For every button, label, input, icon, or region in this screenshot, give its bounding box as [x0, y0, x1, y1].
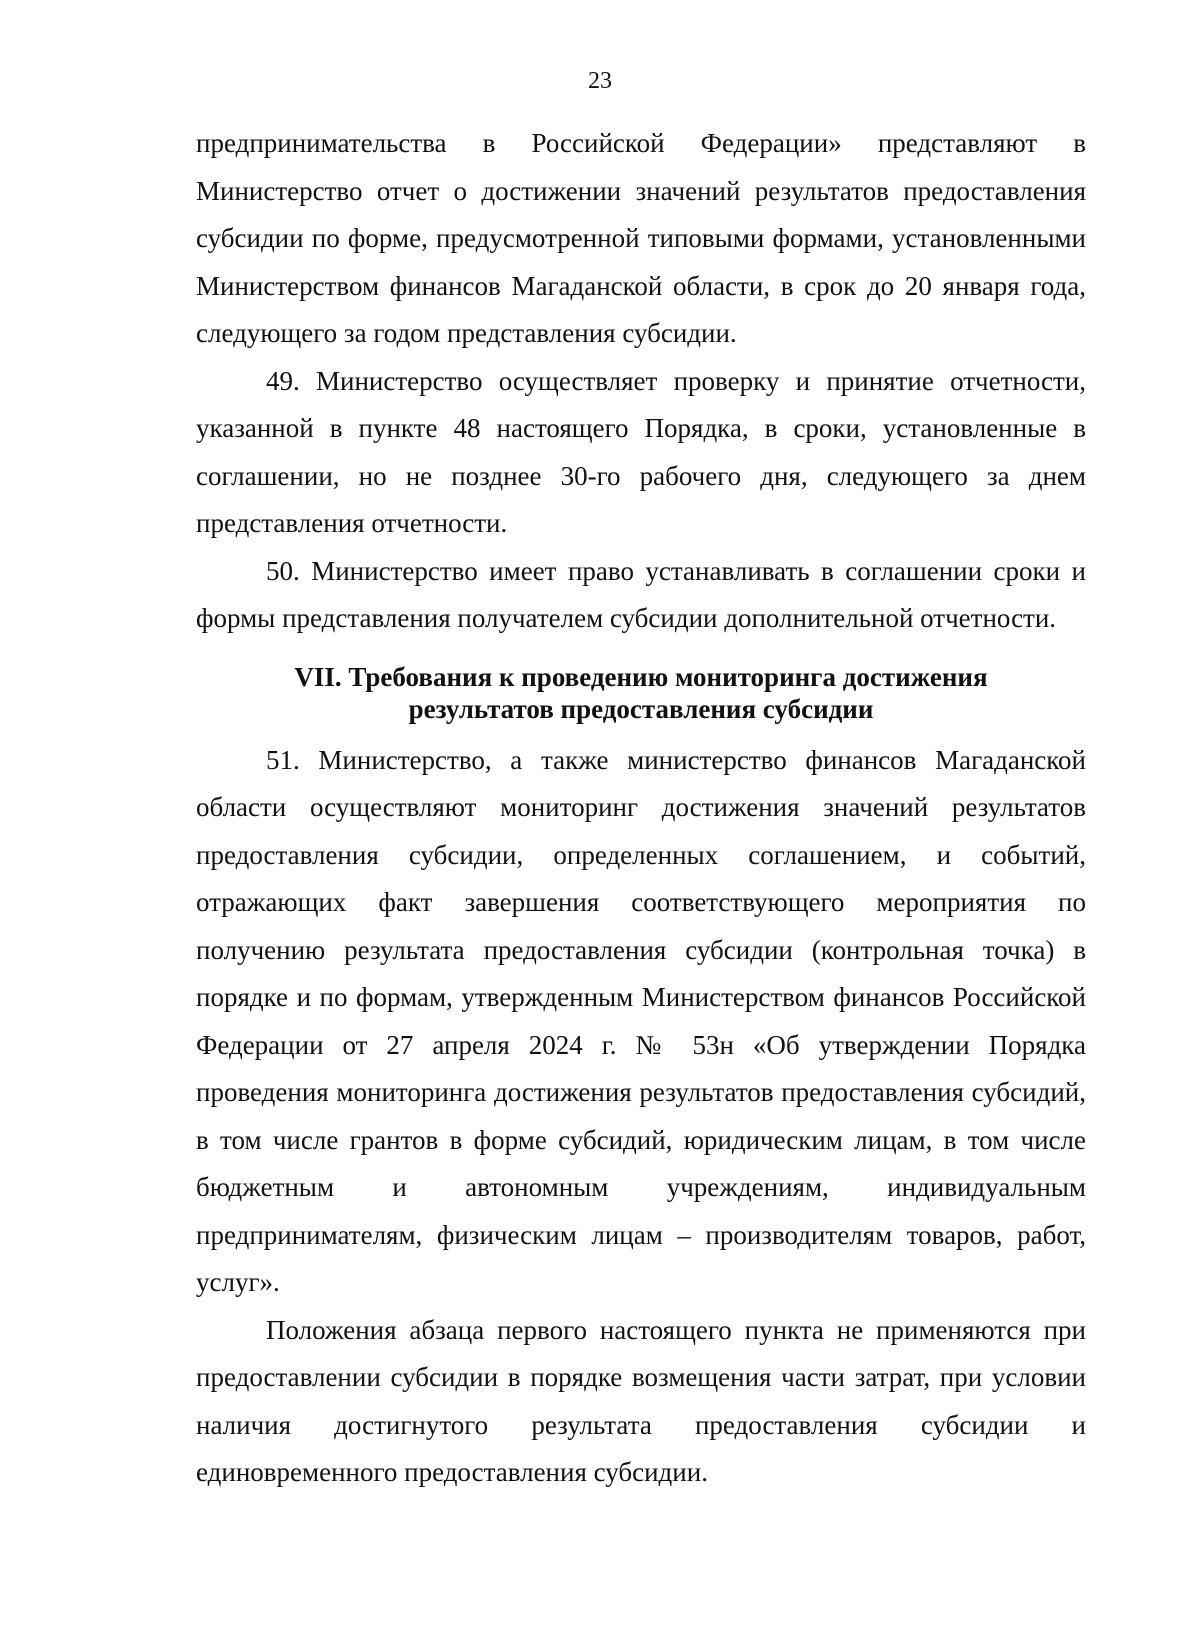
- paragraph-continuation: предпринимательства в Российской Федерации» представляют в Министерство отчет о достижении значений результатов предоставления субсидии по форме, предусмотренной типовыми формами, установленными Министерством финансов Магаданской области, в срок до 20 января года, следующего за годом представления субсидии.: [196, 128, 1086, 348]
- section-heading-line-1: VII. Требования к проведению мониторинга достижения: [294, 661, 988, 692]
- paragraph-51-note: Положения абзаца первого настоящего пункта не применяются при предоставлении субсидии в порядке возмещения части затрат, при условии наличия достигнутого результата предоставления субсидии и единовременного предоставления субсидии.: [196, 1314, 1086, 1487]
- paragraph-51: 51. Министерство, а также министерство финансов Магаданской области осуществляют мониторинг достижения значений результатов предоставления субсидии, определенных соглашением, и событий, отражающих факт завершения соответствующего мероприятия по получению результата предоставления субсидии (контрольная точка) в порядке и по формам, утвержденным Министерством финансов Российской Федерации от 27 апреля 2024 г. № 53н «Об утверждении Порядка проведения мониторинга достижения результатов предоставления субсидий, в том числе грантов в форме субсидий, юридическим лицам, в том числе бюджетным и автономным учреждениям, индивидуальным предпринимателям, физическим лицам – производителям товаров, работ, услуг».: [196, 744, 1086, 1297]
- section-heading-line-2: результатов предоставления субсидии: [408, 693, 874, 724]
- paragraph-50: 50. Министерство имеет право устанавливать в соглашении сроки и формы представления получателем субсидии дополнительной отчетности.: [196, 555, 1086, 633]
- section-heading: [196, 661, 1086, 725]
- page-number: 23: [588, 68, 612, 94]
- document-body: [196, 120, 1086, 1497]
- paragraph-49: 49. Министерство осуществляет проверку и принятие отчетности, указанной в пункте 48 настоящего Порядка, в сроки, установленные в соглашении, но не позднее 30-го рабочего дня, следующего за днем представления отчетности.: [196, 365, 1086, 538]
